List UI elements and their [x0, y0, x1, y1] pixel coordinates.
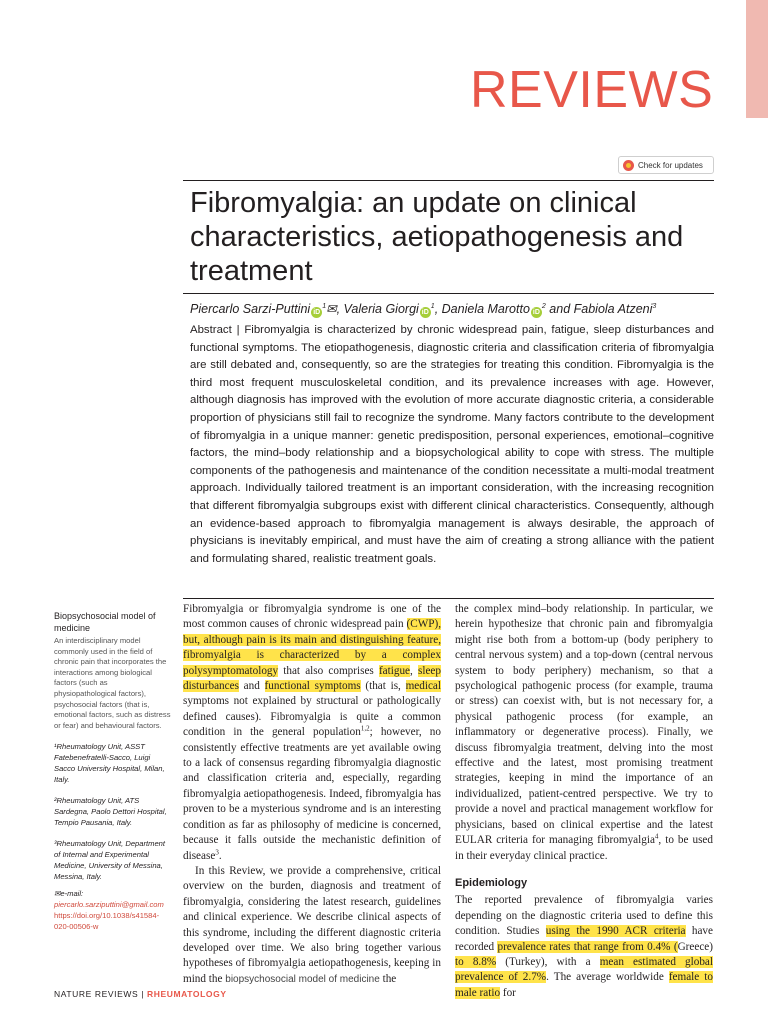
- edge-color-tab: [746, 0, 768, 118]
- body-text: The reported prevalence of fibromyalgia varies depending on the diagnostic criteria used to define this condition. Studies: [455, 894, 713, 938]
- page-footer: [54, 989, 227, 999]
- body-text: the complex mind–body relationship. In particular, we herein hypothesize that chronic pain and fibromyalgia might rise both from a bottom-up (body periphery to central nervous system) and a top-down (central nervous system to body periphery) mechanism, so that a psychological pathogenic process (for example, trauma or stress) can coexist with, but is not necessary for, a physical pathogenic process (for example, an inflammatory or degenerative process). Finally, we discuss fibromyalgia treatment, delving into the most effective and the latest, most promising treatment strategies, keeping in mind the importance of an individualized, patient-centred perspective. We try to provide a novel and practical management workflow for physicians, based on clinical expertise and the latest EULAR criteria for managing fibromyalgia: [455, 603, 713, 847]
- body-paragraph: [183, 602, 441, 864]
- body-paragraph: [455, 893, 713, 1001]
- body-text: .: [218, 849, 222, 862]
- affiliation: ²Rheumatology Unit, ATS Sardegna, Paolo Dettori Hospital, Tempio Pausania, Italy.: [54, 796, 167, 828]
- author-name: Daniela Marotto: [441, 302, 530, 316]
- citation-ref[interactable]: 4: [654, 832, 659, 841]
- orcid-icon[interactable]: iD: [313, 309, 321, 316]
- glossary-definition: An interdisciplinary model commonly used in the field of chronic pain that incorporates the interactions among biological factors (such as physiopathological factors), psychosocial factors (that is, emotional factors, such as distress or fear) and behavioural factors.: [54, 636, 171, 730]
- highlight: sleep disturbances: [183, 664, 441, 693]
- body-text: . The average worldwide: [546, 971, 669, 984]
- body-text: the: [379, 972, 397, 985]
- highlight: prevalence rates that range from 0.4% (: [497, 940, 678, 953]
- body-text: that also comprises: [278, 664, 379, 677]
- highlight: functional symptoms: [264, 680, 361, 693]
- affiliation-ref: 3: [652, 302, 657, 310]
- highlight: (CWP), but, although pain is its main and distinguishing feature, fibromyalgia is characterized by a complex polysymptomatology: [183, 618, 441, 677]
- email-label: e-mail:: [60, 889, 84, 899]
- body-text: symptoms not explained by structural or pathologically defined causes). Fibromyalgia is quite a common condition in the general population: [183, 695, 441, 739]
- email-link[interactable]: piercarlo.sarziputtini@gmail.com: [54, 900, 164, 910]
- affiliation: ³Rheumatology Unit, Department of Internal and Experimental Medicine, University of Messina, Messina, Italy.: [54, 839, 166, 882]
- body-paragraph-continued: [455, 602, 713, 864]
- author-name: Piercarlo Sarzi-Puttini: [190, 302, 311, 316]
- highlight: fatigue: [378, 664, 411, 677]
- body-text: for: [500, 986, 516, 999]
- footer-publisher: NATURE REVIEWS: [54, 989, 139, 999]
- footer-journal: RHEUMATOLOGY: [147, 989, 227, 999]
- highlight: to 8.8%: [455, 955, 497, 968]
- author-rule: [183, 293, 714, 294]
- body-text: ; however, no consistently effective treatments are yet available owing to a lack of consensus regarding fibromyalgia diagnostic and classification criteria and, especially, regarding fibromyalgia aetiopathogenesis. Indeed, fibromyalgia has proven to be a mysterious syndrome and is an interesting condition as far as philosophy of medicine is concerned, because it falls outside the mechanistic definition of disease: [183, 726, 441, 862]
- check-for-updates-button[interactable]: [618, 156, 714, 174]
- footer-separator: |: [138, 989, 148, 999]
- crossmark-icon: [623, 160, 634, 171]
- envelope-icon: ✉: [54, 889, 61, 899]
- article-title: Fibromyalgia: an update on clinical characteristics, aetiopathogenesis and treatment: [190, 187, 684, 287]
- abstract-rule: [183, 598, 714, 599]
- body-text: , to be used in their everyday clinical practice.: [455, 834, 713, 862]
- body-column-right: [455, 602, 713, 1001]
- highlight: using the 1990 ACR criteria: [545, 925, 686, 938]
- author-conjunction: and: [549, 302, 571, 316]
- body-text: ,: [410, 664, 418, 677]
- author-name: Valeria Giorgi: [343, 302, 419, 316]
- affiliation-ref: 1: [430, 302, 435, 310]
- highlight: female to male ratio: [455, 971, 713, 999]
- correspondence: [54, 888, 172, 910]
- section-heading: Epidemiology: [455, 876, 528, 889]
- orcid-icon[interactable]: iD: [421, 309, 429, 316]
- affiliation-ref: 2: [541, 302, 546, 310]
- check-for-updates-label: Check for updates: [638, 160, 703, 170]
- title-rule: [183, 180, 714, 181]
- author-list: Piercarlo Sarzi-Puttini $iD^1✉$, Valeria Giorgi $iD^1$, Daniela Marotto $iD^2$ and Fabiola Atzeni$^3$: [190, 302, 657, 316]
- section-label: REVIEWS: [470, 61, 714, 119]
- affiliation: ¹Rheumatology Unit, ASST Fatebenefratelli-Sacco, Luigi Sacco University Hospital, Milan, Italy.: [54, 742, 165, 785]
- citation-ref[interactable]: 3: [215, 847, 219, 856]
- orcid-icon[interactable]: iD: [532, 309, 540, 316]
- body-text: Fibromyalgia or fibromyalgia syndrome is one of the most common causes of chronic widespread pain: [183, 603, 441, 631]
- body-text: and: [238, 680, 265, 693]
- abstract: [190, 322, 714, 568]
- body-text: (Turkey), with a: [496, 955, 600, 968]
- glossary-term: Biopsychosocial model of medicine: [54, 611, 156, 633]
- highlight: mean estimated global prevalence of 2.7%: [455, 955, 714, 984]
- body-column-left: [183, 602, 441, 987]
- body-text: Greece): [677, 940, 713, 953]
- citation-ref[interactable]: 1,2: [360, 724, 370, 733]
- envelope-icon: ✉: [326, 302, 337, 316]
- body-paragraph: [183, 864, 441, 987]
- abstract-text: Fibromyalgia is characterized by chronic widespread pain, fatigue, sleep disturbances and functional symptoms. The etiopathogenesis, diagnostic criteria and classification criteria of fibromyalgia are still debated and, consequently, so are the strategies for treating this condition. Fibromyalgia is the third most frequent musculoskeletal condition, and its prevalence increases with age. However, although diagnosis has improved with the evolution of more accurate diagnostic criteria, a considerable proportion of physicians still fail to recognize the syndrome. Many factors contribute to the development of fibromyalgia in a unique manner: genetic predisposition, personal experiences, emotional–cognitive factors, the mind–body relationship and a biopsychological ability to cope with stress. The multiple components of the pathogenesis and maintenance of the condition necessitate a multi-modal treatment approach. Individually tailored treatment is an important consideration, with the increasing recognition that different fibromyalgia subgroups exist with different clinical characteristics. Consequently, although an evidence-based approach to fibromyalgia management is always desirable, the approach of physicians is inevitably empirical, and must have the aim of creating a strong alliance with the patient and formulating shared, realistic treatment goals.: [190, 324, 714, 565]
- margin-sidebar: [54, 610, 172, 932]
- highlight: medical: [405, 680, 442, 693]
- body-text: have recorded: [455, 925, 713, 953]
- doi-link[interactable]: https://doi.org/10.1038/s41584-020-00506-w: [54, 911, 160, 932]
- body-text: In this Review, we provide a comprehensive, critical overview on the burden, diagnosis and treatment of fibromyalgia, considering the latest research, guidelines and clinical experience. We describe clinical aspects of this syndrome, including the different diagnostic criteria developed over time. We also bring together various hypotheses of fibromyalgia aetiopathogenesis, keeping in mind the: [183, 864, 441, 985]
- glossary-link[interactable]: biopsychosocial model of medicine: [225, 973, 380, 985]
- abstract-label: Abstract |: [190, 324, 245, 336]
- affiliation-ref: 1: [322, 302, 327, 310]
- body-text: (that is,: [360, 680, 406, 693]
- author-name: Fabiola Atzeni: [573, 302, 653, 316]
